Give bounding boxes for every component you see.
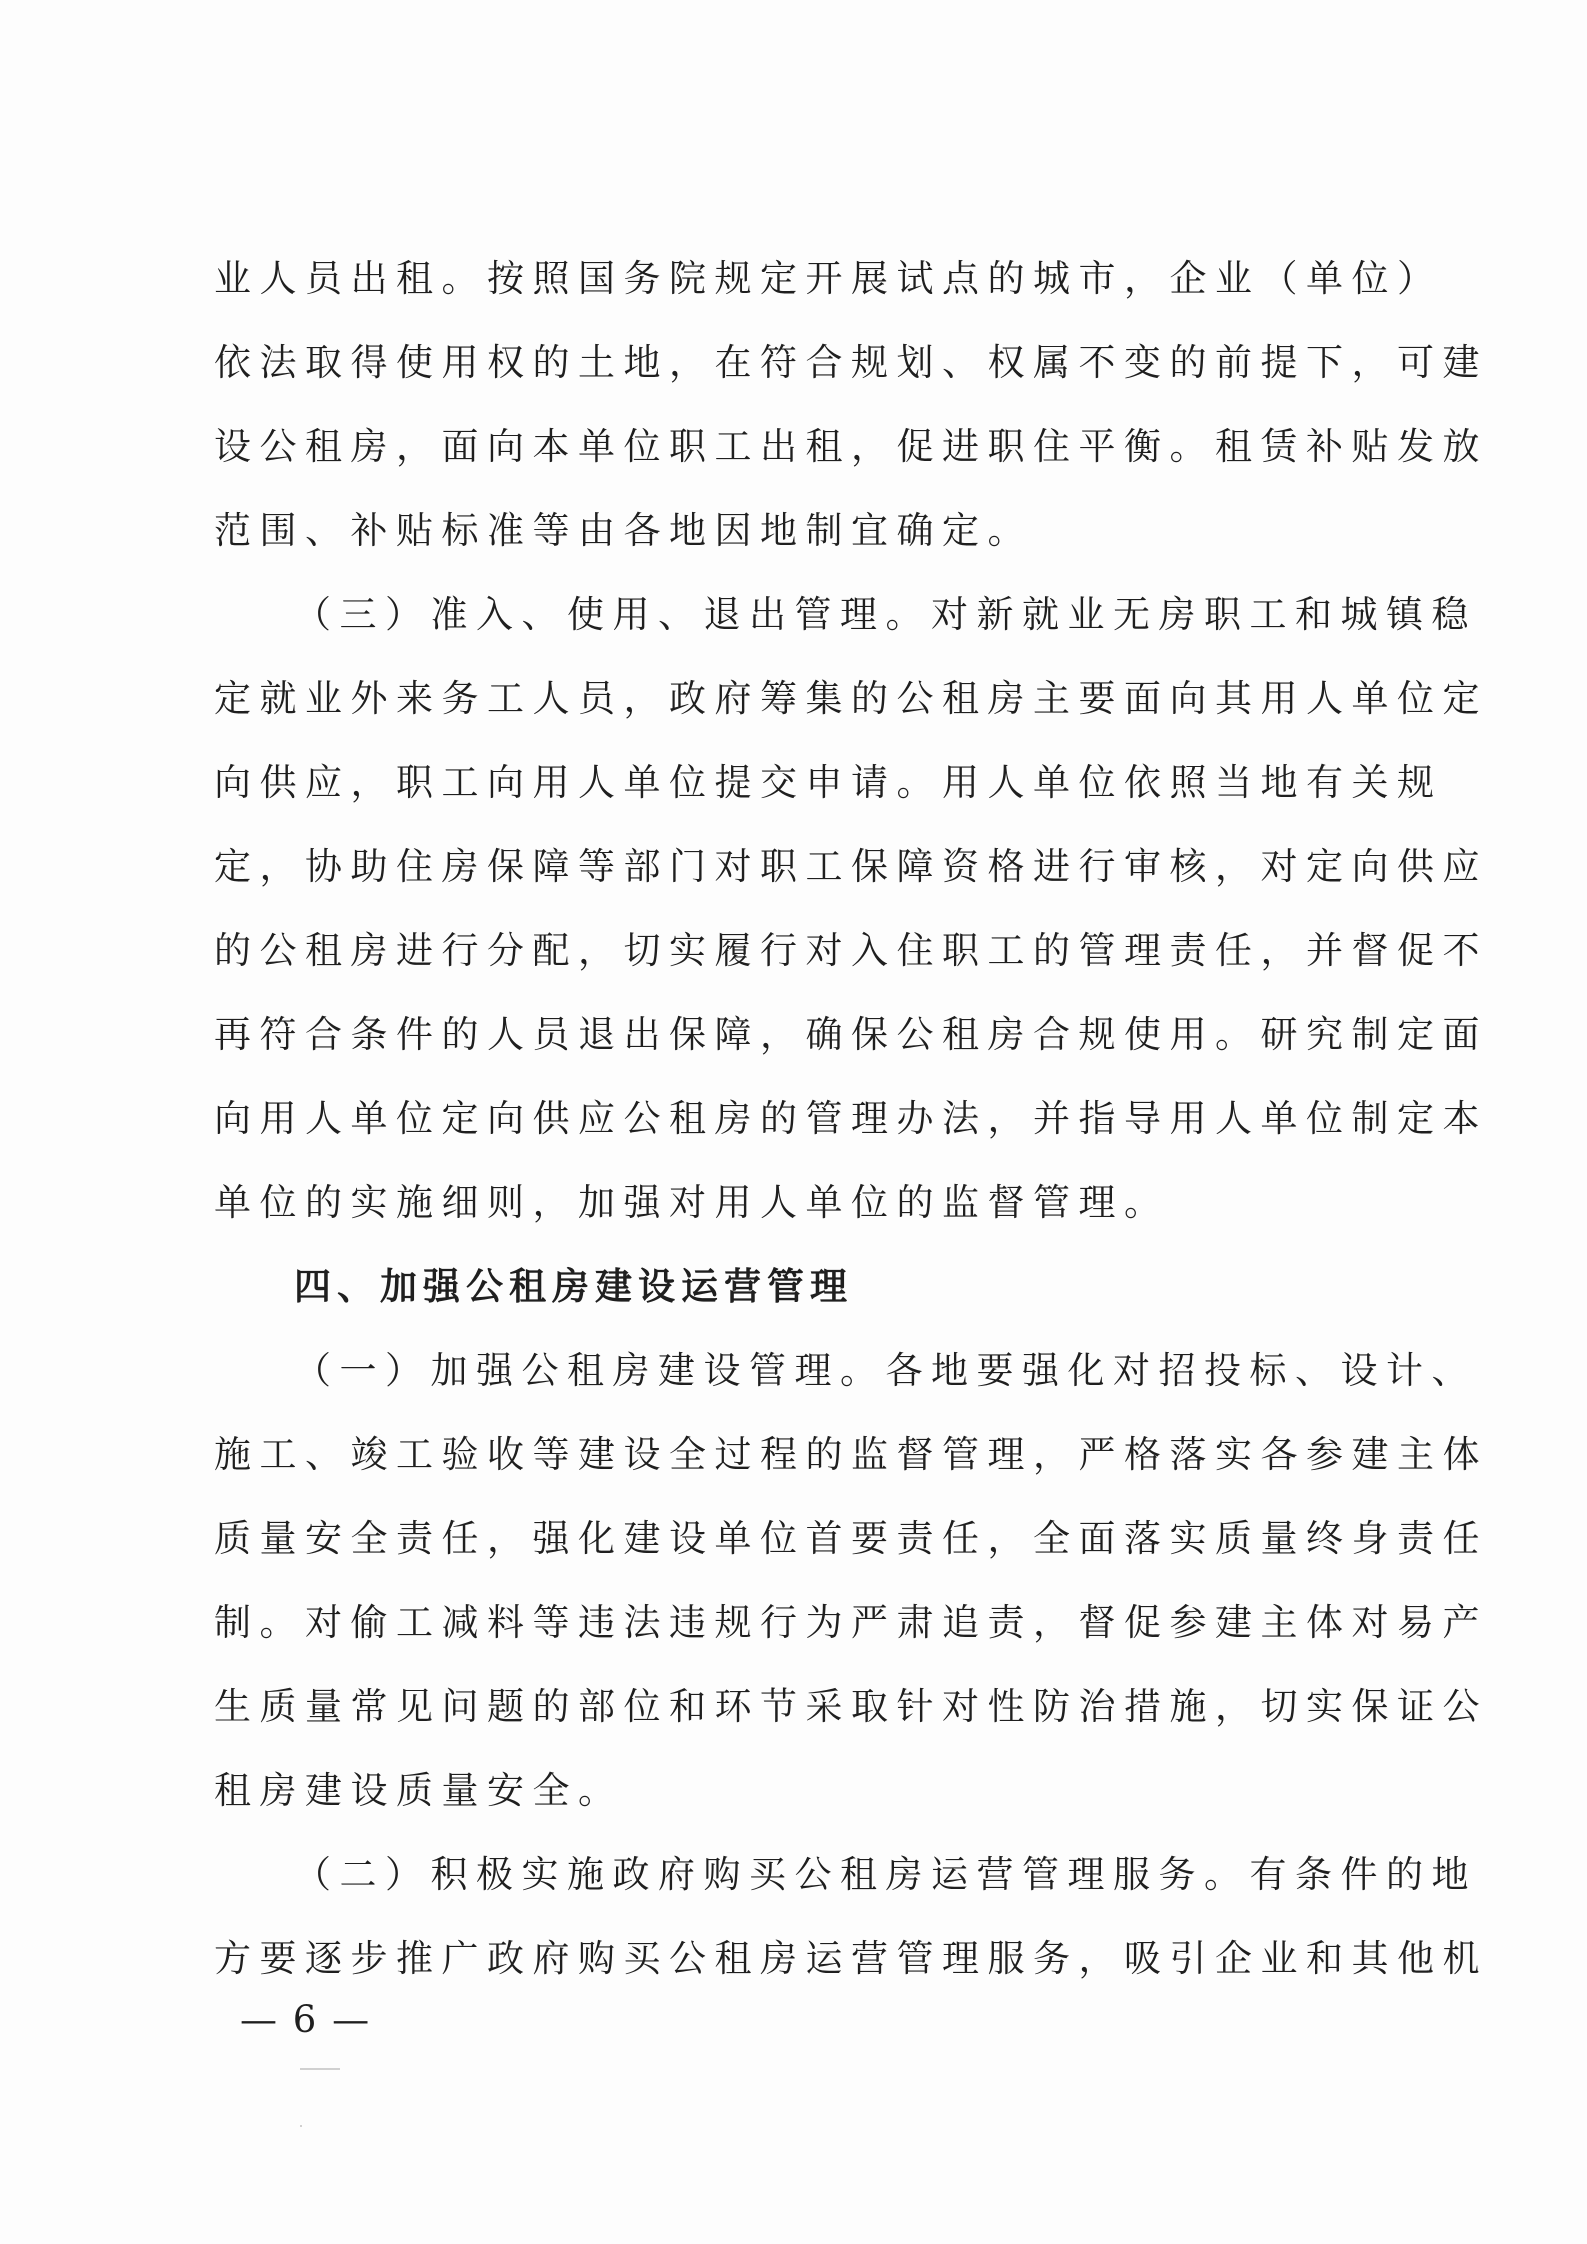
body-line: 制。对偷工减料等违法违规行为严肃追责，督促参建主体对易产 [214,1601,1488,1644]
scan-artifact [300,2125,302,2127]
body-line: 租房建设质量安全。 [214,1769,624,1812]
body-line: 方要逐步推广政府购买公租房运营管理服务，吸引企业和其他机 [214,1937,1488,1980]
body-line: 质量安全责任，强化建设单位首要责任，全面落实质量终身责任 [214,1517,1488,1560]
body-line: 依法取得使用权的土地，在符合规划、权属不变的前提下，可建 [214,341,1488,384]
body-line: 范围、补贴标准等由各地因地制宜确定。 [214,509,1033,552]
body-line: 向供应，职工向用人单位提交申请。用人单位依照当地有关规 [214,761,1443,804]
section-three-intro-line: （三）准入、使用、退出管理。对新就业无房职工和城镇稳 [294,593,1477,636]
scan-artifact [300,2068,340,2070]
section-heading: 四、加强公租房建设运营管理 [294,1265,853,1308]
body-line: 再符合条件的人员退出保障，确保公租房合规使用。研究制定面 [214,1013,1488,1056]
body-line: 的公租房进行分配，切实履行对入住职工的管理责任，并督促不 [214,929,1488,972]
body-line: 单位的实施细则，加强对用人单位的监督管理。 [214,1181,1170,1224]
subsection-two-intro-line: （二）积极实施政府购买公租房运营管理服务。有条件的地 [294,1853,1477,1896]
body-line: 向用人单位定向供应公租房的管理办法，并指导用人单位制定本 [214,1097,1488,1140]
subsection-one-intro-line: （一）加强公租房建设管理。各地要强化对招投标、设计、 [294,1349,1477,1392]
body-line: 施工、竣工验收等建设全过程的监督管理，严格落实各参建主体 [214,1433,1488,1476]
body-line: 定就业外来务工人员，政府筹集的公租房主要面向其用人单位定 [214,677,1488,720]
body-line: 定，协助住房保障等部门对职工保障资格进行审核，对定向供应 [214,845,1488,888]
body-line: 生质量常见问题的部位和环节采取针对性防治措施，切实保证公 [214,1685,1488,1728]
body-line: 业人员出租。按照国务院规定开展试点的城市，企业（单位） [214,257,1443,300]
page-number: — 6 — [240,1998,372,2041]
body-line: 设公租房，面向本单位职工出租，促进职住平衡。租赁补贴发放 [214,425,1488,468]
